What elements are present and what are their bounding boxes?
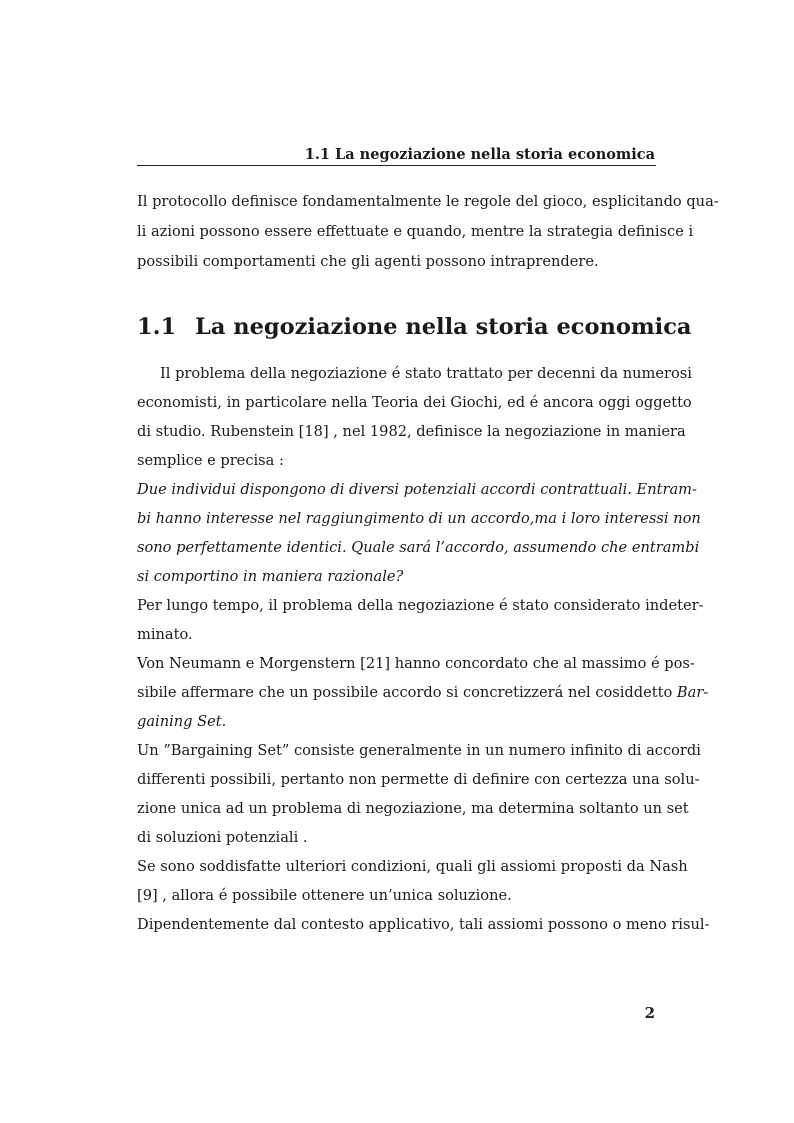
quote-line: si comportino in maniera razionale? (137, 568, 404, 585)
paragraph-line: semplice e precisa : (137, 452, 284, 469)
paragraph-line: Von Neumann e Morgenstern [21] hanno concordato che al massimo é pos- (137, 655, 695, 672)
paragraph-line: di studio. Rubenstein [18] , nel 1982, definisce la negoziazione in maniera (137, 423, 686, 440)
paragraph-line: minato. (137, 626, 193, 643)
section-title: La negoziazione nella storia economica (195, 314, 692, 340)
bargaining-set-term: Bar- (676, 684, 709, 701)
paragraph-line: zione unica ad un problema di negoziazione, ma determina soltanto un set (137, 800, 689, 817)
paragraph-line: Dipendentemente dal contesto applicativo, tali assiomi possono o meno risul- (137, 916, 710, 933)
paragraph-line: economisti, in particolare nella Teoria dei Giochi, ed é ancora oggi oggetto (137, 394, 692, 411)
section-number: 1.1 (137, 314, 177, 340)
intro-line: possibili comportamenti che gli agenti possono intraprendere. (137, 253, 599, 270)
paragraph-line: Il problema della negoziazione é stato trattato per decenni da numerosi (160, 365, 692, 382)
quote-line: Due individui dispongono di diversi potenziali accordi contrattuali. Entram- (137, 481, 697, 498)
running-header: 1.1 La negoziazione nella storia economica (304, 146, 655, 163)
intro-line: Il protocollo definisce fondamentalmente le regole del gioco, esplicitando qua- (137, 193, 719, 210)
paragraph-line: Un ”Bargaining Set” consiste generalmente in un numero infinito di accordi (137, 742, 701, 759)
paragraph-text: sibile affermare che un possibile accordo si concretizzerá nel cosiddetto (137, 684, 673, 701)
paragraph-line: Se sono soddisfatte ulteriori condizioni, quali gli assiomi proposti da Nash (137, 858, 688, 875)
intro-line: li azioni possono essere effettuate e quando, mentre la strategia definisce i (137, 223, 694, 240)
paragraph-line (137, 683, 709, 703)
paragraph-line (137, 712, 655, 732)
paragraph-text: . (221, 713, 227, 730)
section-heading (137, 312, 692, 342)
quote-line: bi hanno interesse nel raggiungimento di un accordo,ma i loro interessi non (137, 510, 701, 527)
header-rule (137, 165, 656, 166)
paragraph-line: Per lungo tempo, il problema della negoziazione é stato considerato indeter- (137, 597, 704, 614)
bargaining-set-term: gaining Set (137, 713, 222, 730)
paragraph-line: differenti possibili, pertanto non permette di definire con certezza una solu- (137, 771, 700, 788)
paragraph-line: di soluzioni potenziali . (137, 829, 308, 846)
paragraph-line: [9] , allora é possibile ottenere un’unica soluzione. (137, 887, 512, 904)
page-number: 2 (644, 1004, 655, 1022)
quote-line: sono perfettamente identici. Quale sará l’accordo, assumendo che entrambi (137, 539, 700, 556)
